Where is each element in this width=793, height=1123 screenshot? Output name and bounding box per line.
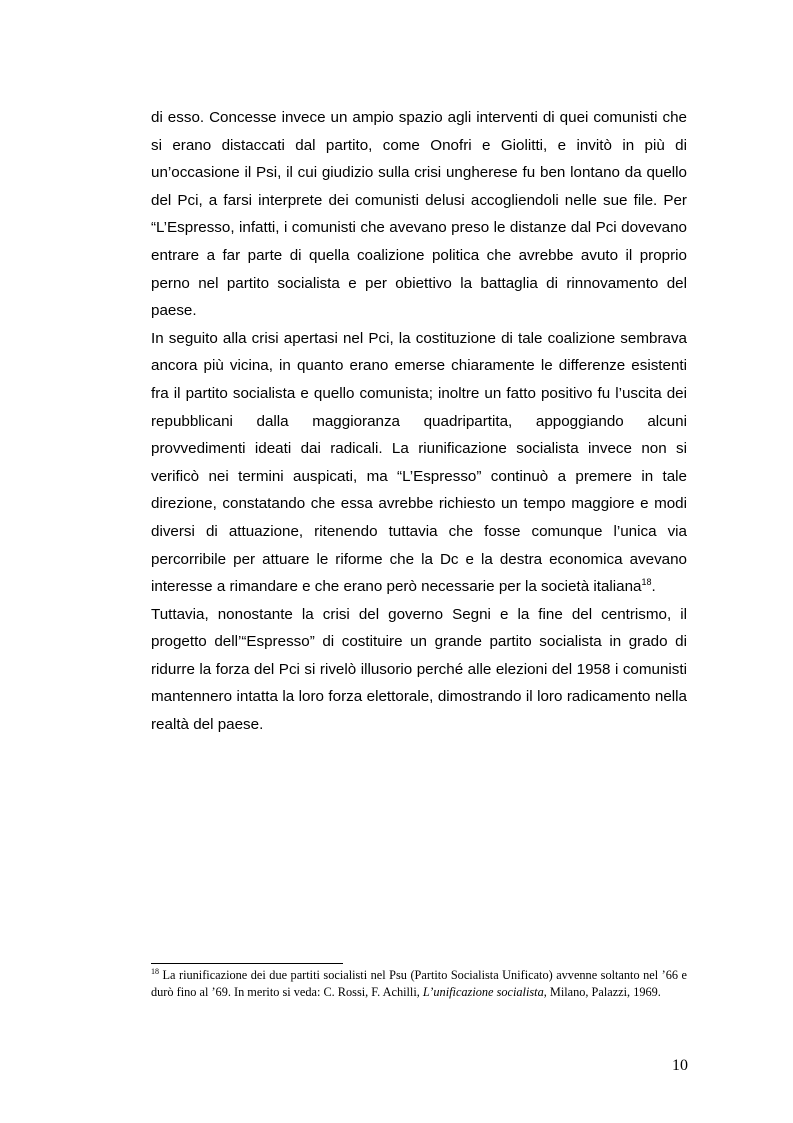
paragraph-2 <box>151 325 687 601</box>
footnote-text-end: , Milano, Palazzi, 1969. <box>543 984 661 999</box>
footnote-text: La riunificazione dei due partiti socialisti nel Psu (Partito Socialista Unificato) avvenne soltanto nel ’66 e durò fino al ’69. In merito si veda: C. Rossi, F. Achilli, <box>151 968 687 999</box>
paragraph-3: Tuttavia, nonostante la crisi del governo Segni e la fine del centrismo, il progetto dell’“Espresso” di costituire un grande partito socialista in grado di ridurre la forza del Pci si rivelò illusorio perché alle elezioni del 1958 i comunisti mantennero intatta la loro forza elettorale, dimostrando il loro radicamento nella realtà del paese. <box>151 605 687 734</box>
footnote-number: 18 <box>151 967 159 976</box>
paragraph-2-end: . <box>651 578 656 596</box>
body-text <box>151 104 687 739</box>
footnote-reference[interactable]: 18 <box>641 577 652 588</box>
paragraph-1: di esso. Concesse invece un ampio spazio agli interventi di quei comunisti che si erano distaccati dal partito, come Onofri e Giolitti, e invitò in più di un’occasione il Psi, il cui giudizio sulla crisi ungherese fu ben lontano da quello del Pci, a farsi interprete dei comunisti delusi accogliendoli nelle sue file. Per “L’Espresso, infatti, i comunisti che avevano preso le distanze dal Pci dovevano entrare a far parte di quella coalizione politica che avrebbe avuto il proprio perno nel partito socialista e per obiettivo la battaglia di rinnovamento del paese. <box>151 109 687 320</box>
page-number: 10 <box>672 1057 688 1074</box>
footnote <box>151 967 687 1001</box>
footnote-cited-title: L’unificazione socialista <box>422 984 544 999</box>
paragraph-2-text: In seguito alla crisi apertasi nel Pci, la costituzione di tale coalizione sembrava ancora più vicina, in quanto erano emerse chiaramente le differenze esistenti fra il partito socialista e quello comunista; inoltre un fatto positivo fu l’uscita dei repubblicani dalla maggioranza quadripartita, appoggiando alcuni provvedimenti ideati dai radicali. La riunificazione socialista invece non si verificò nei termini auspicati, ma “L’Espresso” continuò a premere in tale direzione, constatando che essa avrebbe richiesto un tempo maggiore e modi diversi di attuazione, ritenendo tuttavia che fosse comunque l’unica via percorribile per attuare le riforme che la Dc e la destra economica avevano interesse a rimandare e che erano però necessarie per la società italiana <box>151 329 687 596</box>
footnote-separator <box>151 963 343 964</box>
